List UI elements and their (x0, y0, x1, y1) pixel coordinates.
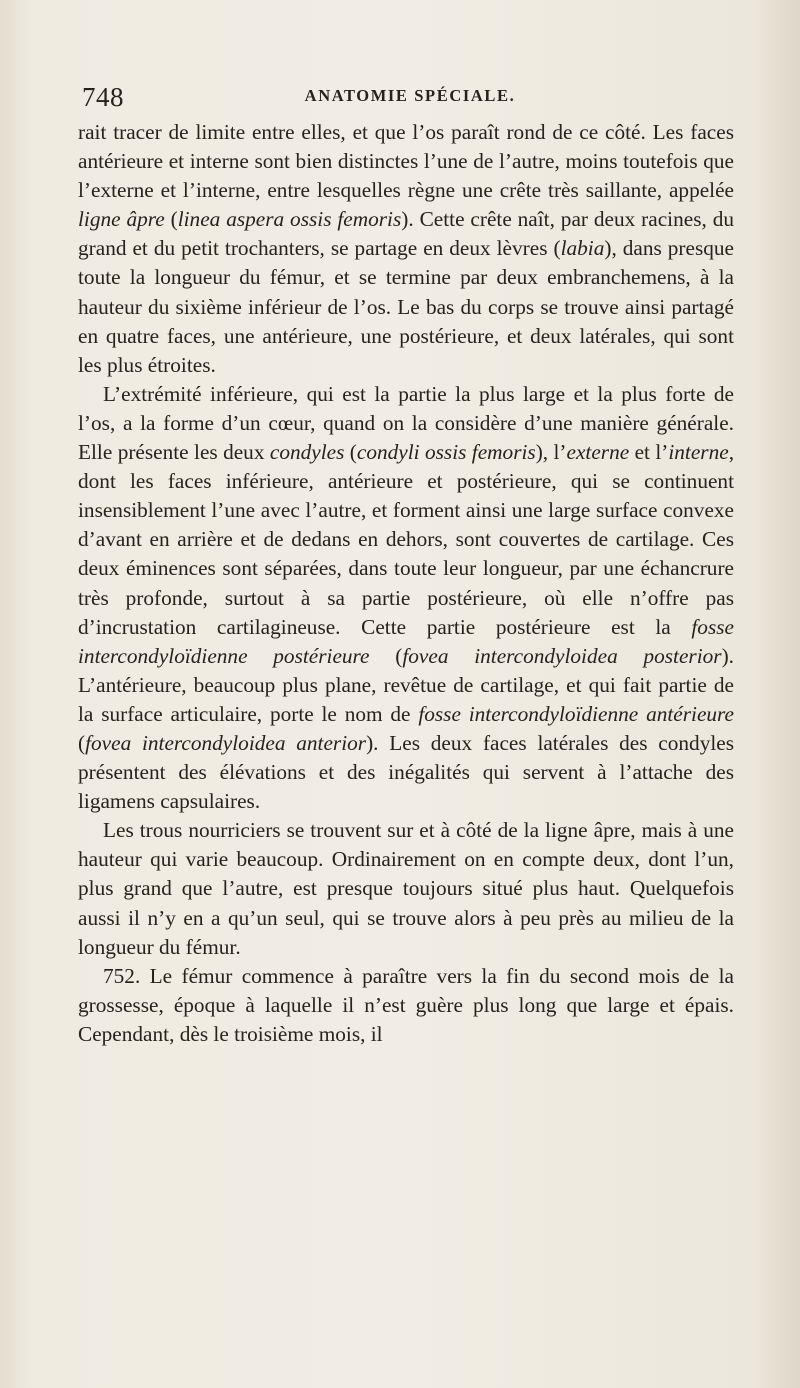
text-segment: et l’ (629, 440, 669, 465)
text-segment: ). Cette crête naît, par deux racines, du grand et du petit trochanters, se partage en deux lèvres ( (78, 207, 734, 261)
term-fosse-posterieure: fosse intercondyloïdienne postérieure (78, 614, 734, 668)
term-condyles: condyles (269, 440, 345, 465)
text-segment: ). Les deux faces latérales des condyles présentent des élévations et des inégalités qui servent à l’attache des ligamens capsulaires. (78, 730, 735, 814)
paragraph (78, 380, 734, 816)
text-segment: ( (164, 207, 178, 232)
latin-term: fovea intercondyloidea posterior (402, 643, 722, 668)
text-segment: ( (344, 440, 357, 465)
text-segment: ( (78, 730, 86, 755)
latin-term: condyli ossis femoris (356, 440, 536, 465)
text-segment: ). L’antérieure, beaucoup plus plane, revêtue de cartilage, et qui fait partie de la surface articulaire, porte le nom de (78, 643, 734, 726)
term-fosse-anterieure: fosse intercondyloïdienne antérieure (418, 701, 734, 726)
text-segment: rait tracer de limite entre elles, et que l’os paraît rond de ce côté. Les faces antérieure et interne sont bien distinctes l’une de l’autre, moins toutefois que l’externe et l’interne, entre lesquelles règne une crête très saillante, appelée (78, 120, 734, 203)
term-externe: externe (566, 440, 630, 465)
text-segment: ), l’ (535, 440, 567, 465)
latin-term: fovea intercondyloidea anterior (85, 730, 367, 755)
paragraph (78, 816, 734, 961)
text-segment: , dont les faces inférieure, antérieure et postérieure, qui se continuent insensiblement l’une avec l’autre, et forment ainsi une large surface convexe d’avant en arrière et de dedans en dehors, sont couvertes de cartilage. Ces deux éminences sont séparées, dans toute leur longueur, par une échancrure très profonde, surtout à sa partie postérieure, où elle n’offre pas d’incrustation cartilagineuse. Cette partie postérieure est la (78, 440, 735, 639)
paragraph-section-752 (78, 962, 734, 1049)
text-segment: L’extrémité inférieure, qui est la partie la plus large et la plus forte de l’os, a la forme d’un cœur, quand on la considère d’une manière générale. Elle présente les deux (78, 381, 734, 465)
text-segment: ( (369, 643, 403, 668)
text-segment: 752. Le fémur commence à paraître vers la fin du second mois de la grossesse, époque à laquelle il n’est guère plus long que large et épais. Cependant, dès le troisième mois, il (78, 963, 734, 1046)
term-interne: interne (668, 440, 729, 465)
page-number: 748 (82, 82, 124, 112)
page-header (82, 82, 738, 116)
text-segment: ), dans presque toute la longueur du fémur, et se termine par deux embranchemens, à la hauteur du sixième inférieur de l’os. Le bas du corps se trouve ainsi partagé en quatre faces, une antérieure, une postérieure, et deux latérales, qui sont les plus étroites. (78, 236, 734, 377)
body-text (78, 118, 734, 1049)
paragraph (78, 118, 734, 380)
latin-term: linea aspera ossis femoris (177, 207, 402, 232)
running-head: ANATOMIE SPÉCIALE. (304, 86, 516, 105)
term-ligne-apre: ligne âpre (78, 207, 165, 232)
latin-term: labia (560, 236, 605, 261)
text-segment: Les trous nourriciers se trouvent sur et à côté de la ligne âpre, mais à une hauteur qui varie beaucoup. Ordinairement on en compte deux, dont l’un, plus grand que l’autre, est presque toujours situé plus haut. Quelquefois aussi il n’y en a qu’un seul, qui se trouve alors à peu près au milieu de la longueur du fémur. (78, 818, 734, 959)
